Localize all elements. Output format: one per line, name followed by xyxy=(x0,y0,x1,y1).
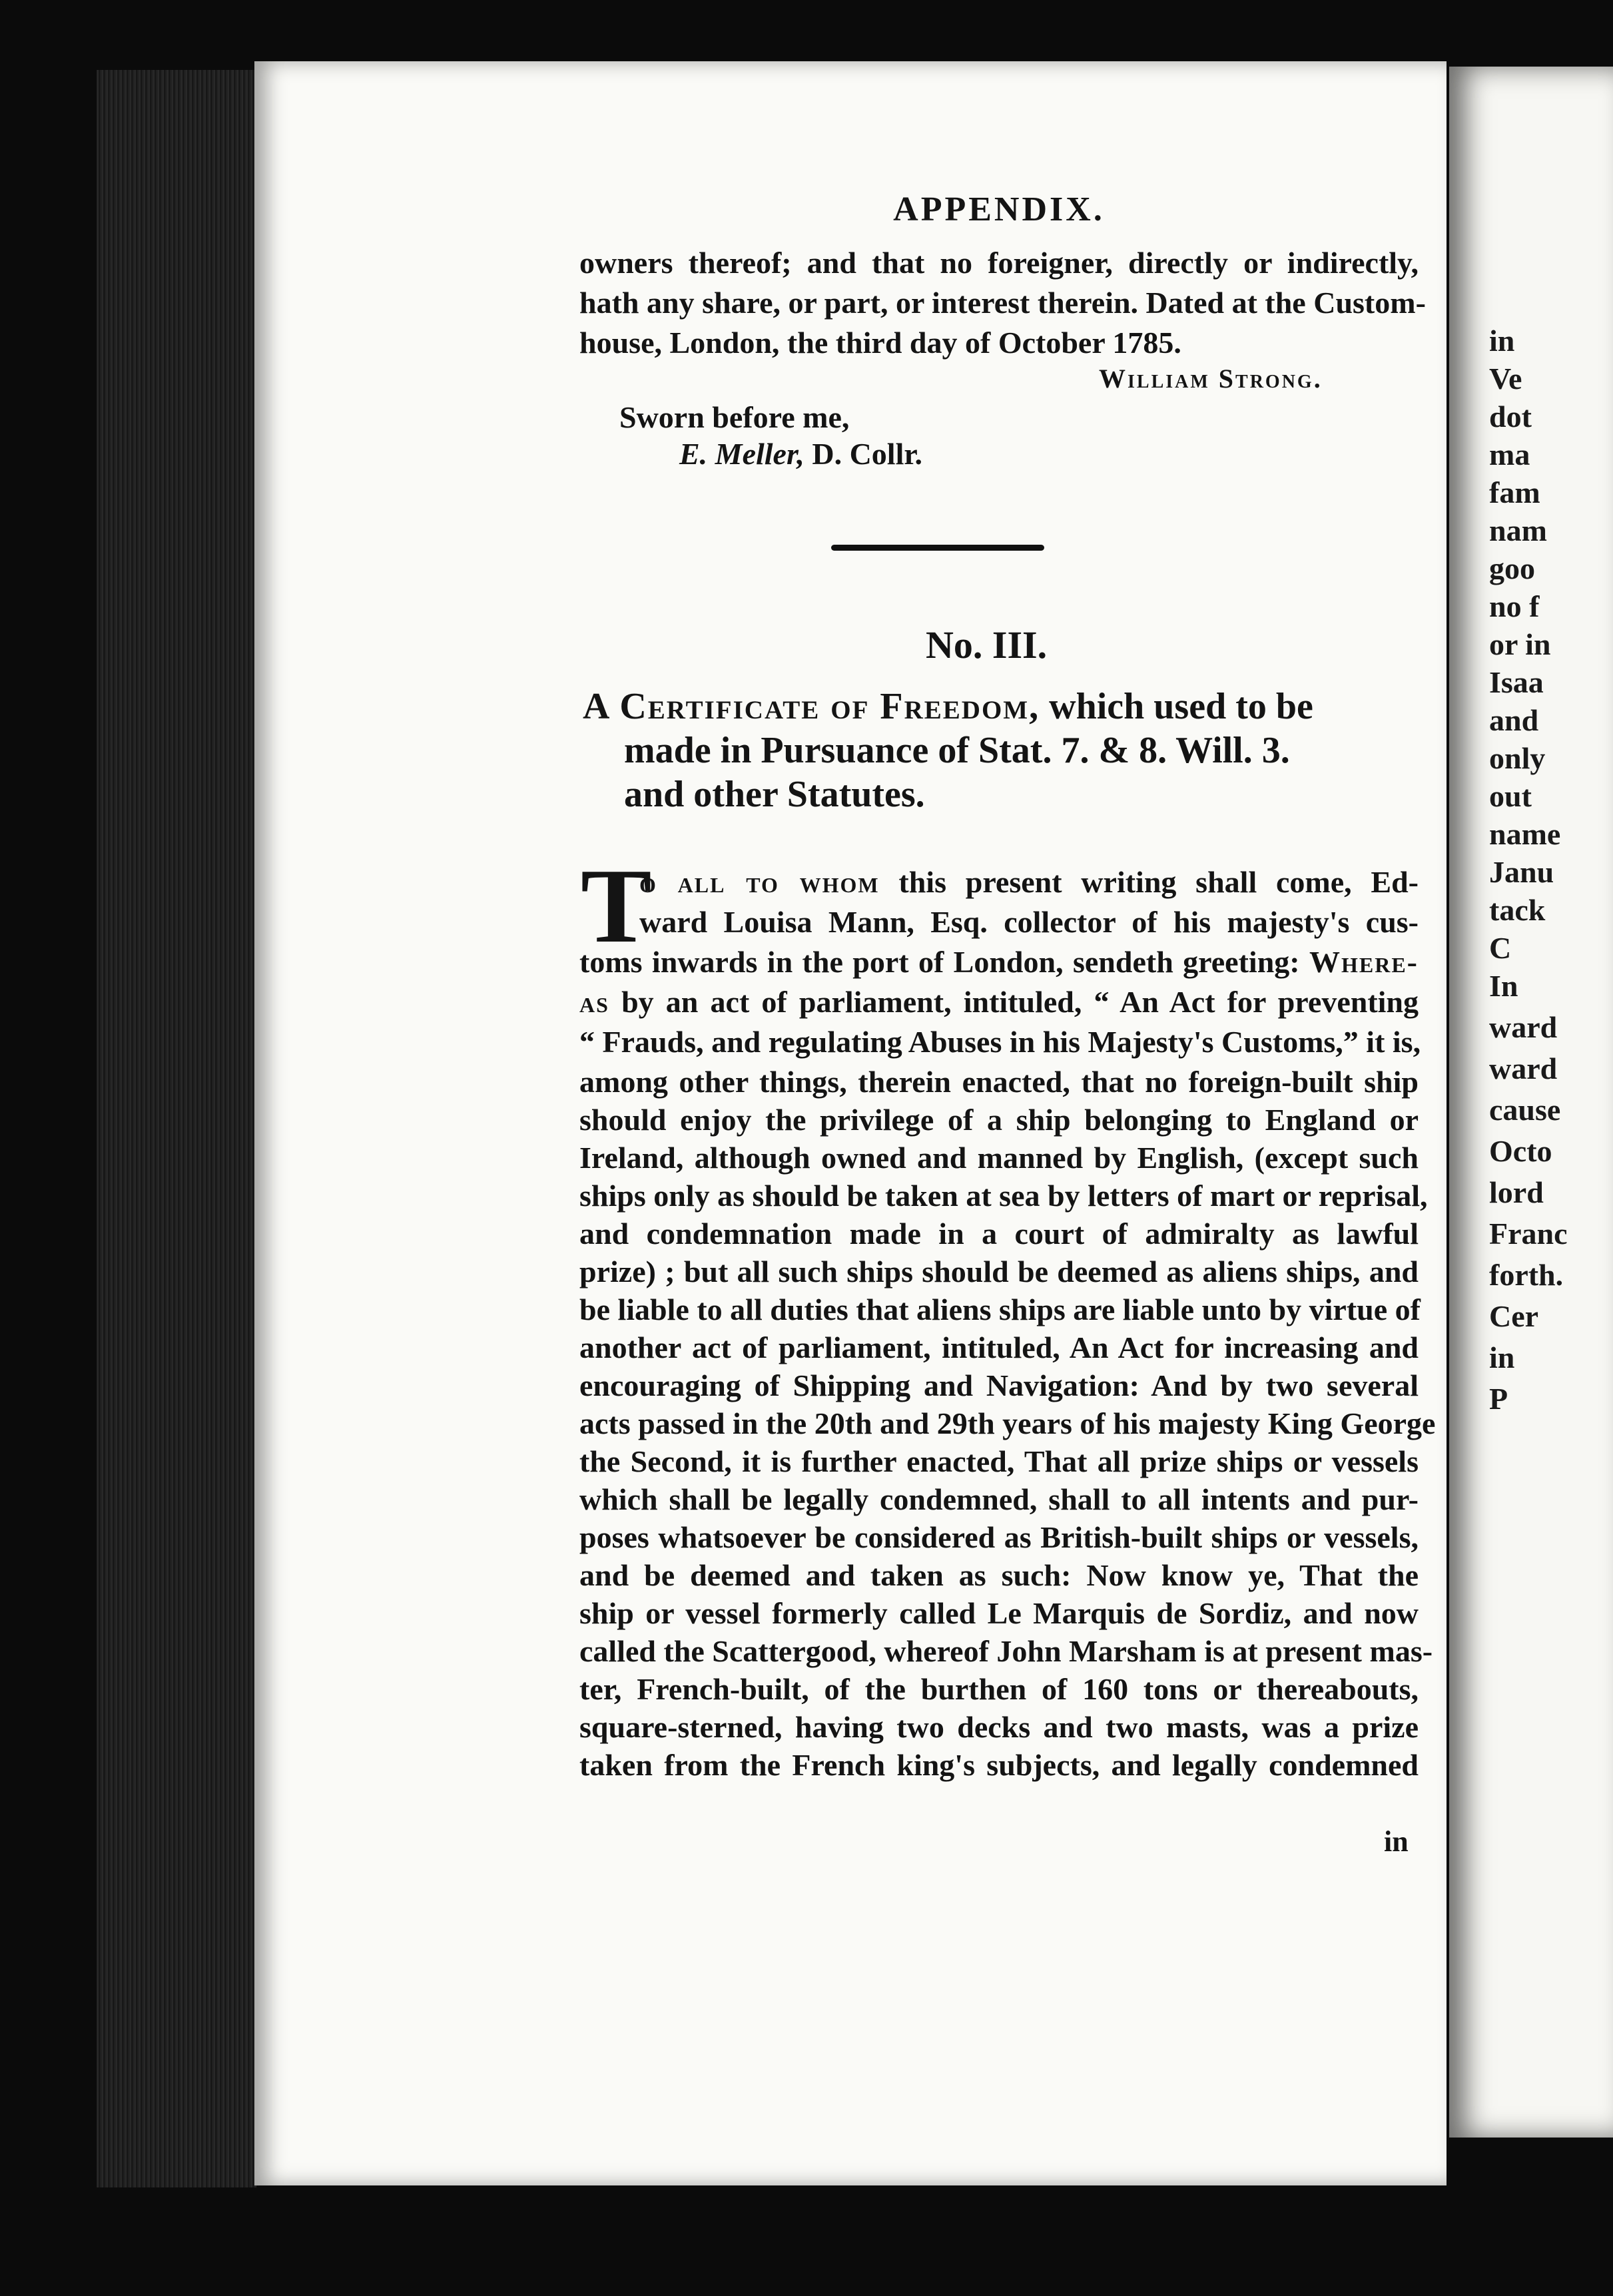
text-line: among other things, therein enacted, that no foreign-built ship xyxy=(579,1065,1419,1099)
text-line: ships only as should be taken at sea by letters of mart or reprisal, xyxy=(579,1179,1428,1213)
page-header: APPENDIX. xyxy=(893,190,1105,228)
text-line: owners thereof; and that no foreigner, directly or indirectly, xyxy=(579,246,1419,280)
officer-title: D. Collr. xyxy=(812,437,923,471)
text-line: be liable to all duties that aliens ships are liable unto by virtue of xyxy=(579,1292,1421,1326)
text-line: hath any share, or part, or interest therein. Dated at the Custom- xyxy=(579,286,1426,320)
facing-page-fragment: no f xyxy=(1489,589,1540,623)
facing-page xyxy=(1449,67,1613,2138)
text-line: Ireland, although owned and manned by English, (except such xyxy=(579,1141,1419,1175)
sworn-before-me: Sworn before me, xyxy=(619,400,850,434)
text-line: which shall be legally condemned, shall to all intents and pur- xyxy=(579,1482,1419,1516)
section-number: No. III. xyxy=(926,623,1048,667)
text-line: ship or vessel formerly called Le Marquis de Sordiz, and now xyxy=(579,1596,1419,1630)
facing-page-fragment: Isaa xyxy=(1489,665,1544,699)
text-span: this present writing shall come, Ed- xyxy=(898,865,1419,899)
facing-page-fragment: cause xyxy=(1489,1093,1561,1127)
signature-william-strong: William Strong. xyxy=(1099,364,1323,394)
facing-page-fragment: fam xyxy=(1489,475,1540,509)
text-line xyxy=(639,862,1419,902)
facing-page-fragment: P xyxy=(1489,1382,1508,1416)
text-span-smallcaps: as xyxy=(579,985,609,1019)
facing-page-fragment: Octo xyxy=(1489,1134,1552,1168)
section-title-line3: and other Statutes. xyxy=(624,774,925,815)
facing-page-fragment: forth. xyxy=(1489,1258,1564,1292)
text-span: toms inwards in the port of London, sendeth greeting: xyxy=(579,945,1300,979)
text-line xyxy=(579,982,1419,1022)
text-line: square-sterned, having two decks and two masts, was a prize xyxy=(579,1710,1419,1744)
text-line: ward Louisa Mann, Esq. collector of his majesty's cus- xyxy=(639,905,1419,939)
text-line: house, London, the third day of October 1785. xyxy=(579,326,1181,360)
facing-page-fragment: ma xyxy=(1489,437,1530,471)
text-span: by an act of parliament, intituled, “ An Act for preventing xyxy=(621,985,1419,1019)
facing-page-fragment: name xyxy=(1489,817,1561,851)
text-line: poses whatsoever be considered as British-built ships or vessels, xyxy=(579,1520,1419,1554)
text-line: “ Frauds, and regulating Abuses in his Majesty's Customs,” it is, xyxy=(579,1025,1421,1059)
officer-signature xyxy=(679,436,922,471)
facing-page-fragment: dot xyxy=(1489,400,1532,433)
facing-page-fragment: Cer xyxy=(1489,1299,1539,1333)
section-title-rest: which used to be xyxy=(1049,686,1313,727)
section-title-line2: made in Pursuance of Stat. 7. & 8. Will. 3. xyxy=(624,730,1290,771)
facing-page-fragment: out xyxy=(1489,779,1532,813)
text-line: and be deemed and taken as such: Now know ye, That the xyxy=(579,1558,1419,1592)
text-line: called the Scattergood, whereof John Marsham is at present mas- xyxy=(579,1634,1433,1668)
text-line: the Second, it is further enacted, That all prize ships or vessels xyxy=(579,1444,1419,1478)
facing-page-fragment: tack xyxy=(1489,893,1546,927)
book-page-edges xyxy=(97,70,256,2187)
section-title xyxy=(583,685,1422,816)
facing-page-fragment: Ve xyxy=(1489,362,1522,396)
text-line: should enjoy the privilege of a ship belonging to England or xyxy=(579,1103,1419,1137)
facing-page-fragment: goo xyxy=(1489,551,1535,585)
opening-smallcaps: o all to whom xyxy=(639,865,880,899)
facing-page-fragment: Janu xyxy=(1489,855,1554,889)
text-line: and condemnation made in a court of admiralty as lawful xyxy=(579,1217,1419,1251)
text-line: encouraging of Shipping and Navigation: And by two several xyxy=(579,1368,1419,1402)
facing-page-fragment: and xyxy=(1489,703,1539,737)
text-line: prize) ; but all such ships should be deemed as aliens ships, and xyxy=(579,1255,1419,1289)
section-divider-rule xyxy=(831,545,1044,551)
facing-page-fragment: ward xyxy=(1489,1051,1558,1085)
facing-page-fragment: ward xyxy=(1489,1010,1558,1044)
facing-page-fragment: nam xyxy=(1489,513,1547,547)
text-span-smallcaps: Where- xyxy=(1309,945,1419,979)
facing-page-fragment: or in xyxy=(1489,627,1551,661)
facing-page-fragment: lord xyxy=(1489,1175,1544,1209)
facing-page-fragment: C xyxy=(1489,931,1512,965)
section-title-smallcaps: A Certificate of Freedom, xyxy=(583,686,1040,727)
facing-page-fragment: in xyxy=(1489,1340,1515,1374)
facing-page-fragment: only xyxy=(1489,741,1546,775)
drop-cap: T xyxy=(581,846,652,965)
officer-name: E. Meller, xyxy=(679,437,805,471)
text-line: taken from the French king's subjects, and legally condemned xyxy=(579,1748,1419,1782)
facing-page-fragment: Franc xyxy=(1489,1217,1568,1251)
text-line: ter, French-built, of the burthen of 160 tons or thereabouts, xyxy=(579,1672,1419,1706)
facing-page-fragment: In xyxy=(1489,969,1518,1003)
text-line xyxy=(579,942,1419,982)
text-line: another act of parliament, intituled, An Act for increasing and xyxy=(579,1330,1419,1364)
catchword: in xyxy=(1384,1825,1409,1858)
facing-page-fragment: in xyxy=(1489,324,1515,358)
text-line: acts passed in the 20th and 29th years of his majesty King George xyxy=(579,1406,1436,1440)
